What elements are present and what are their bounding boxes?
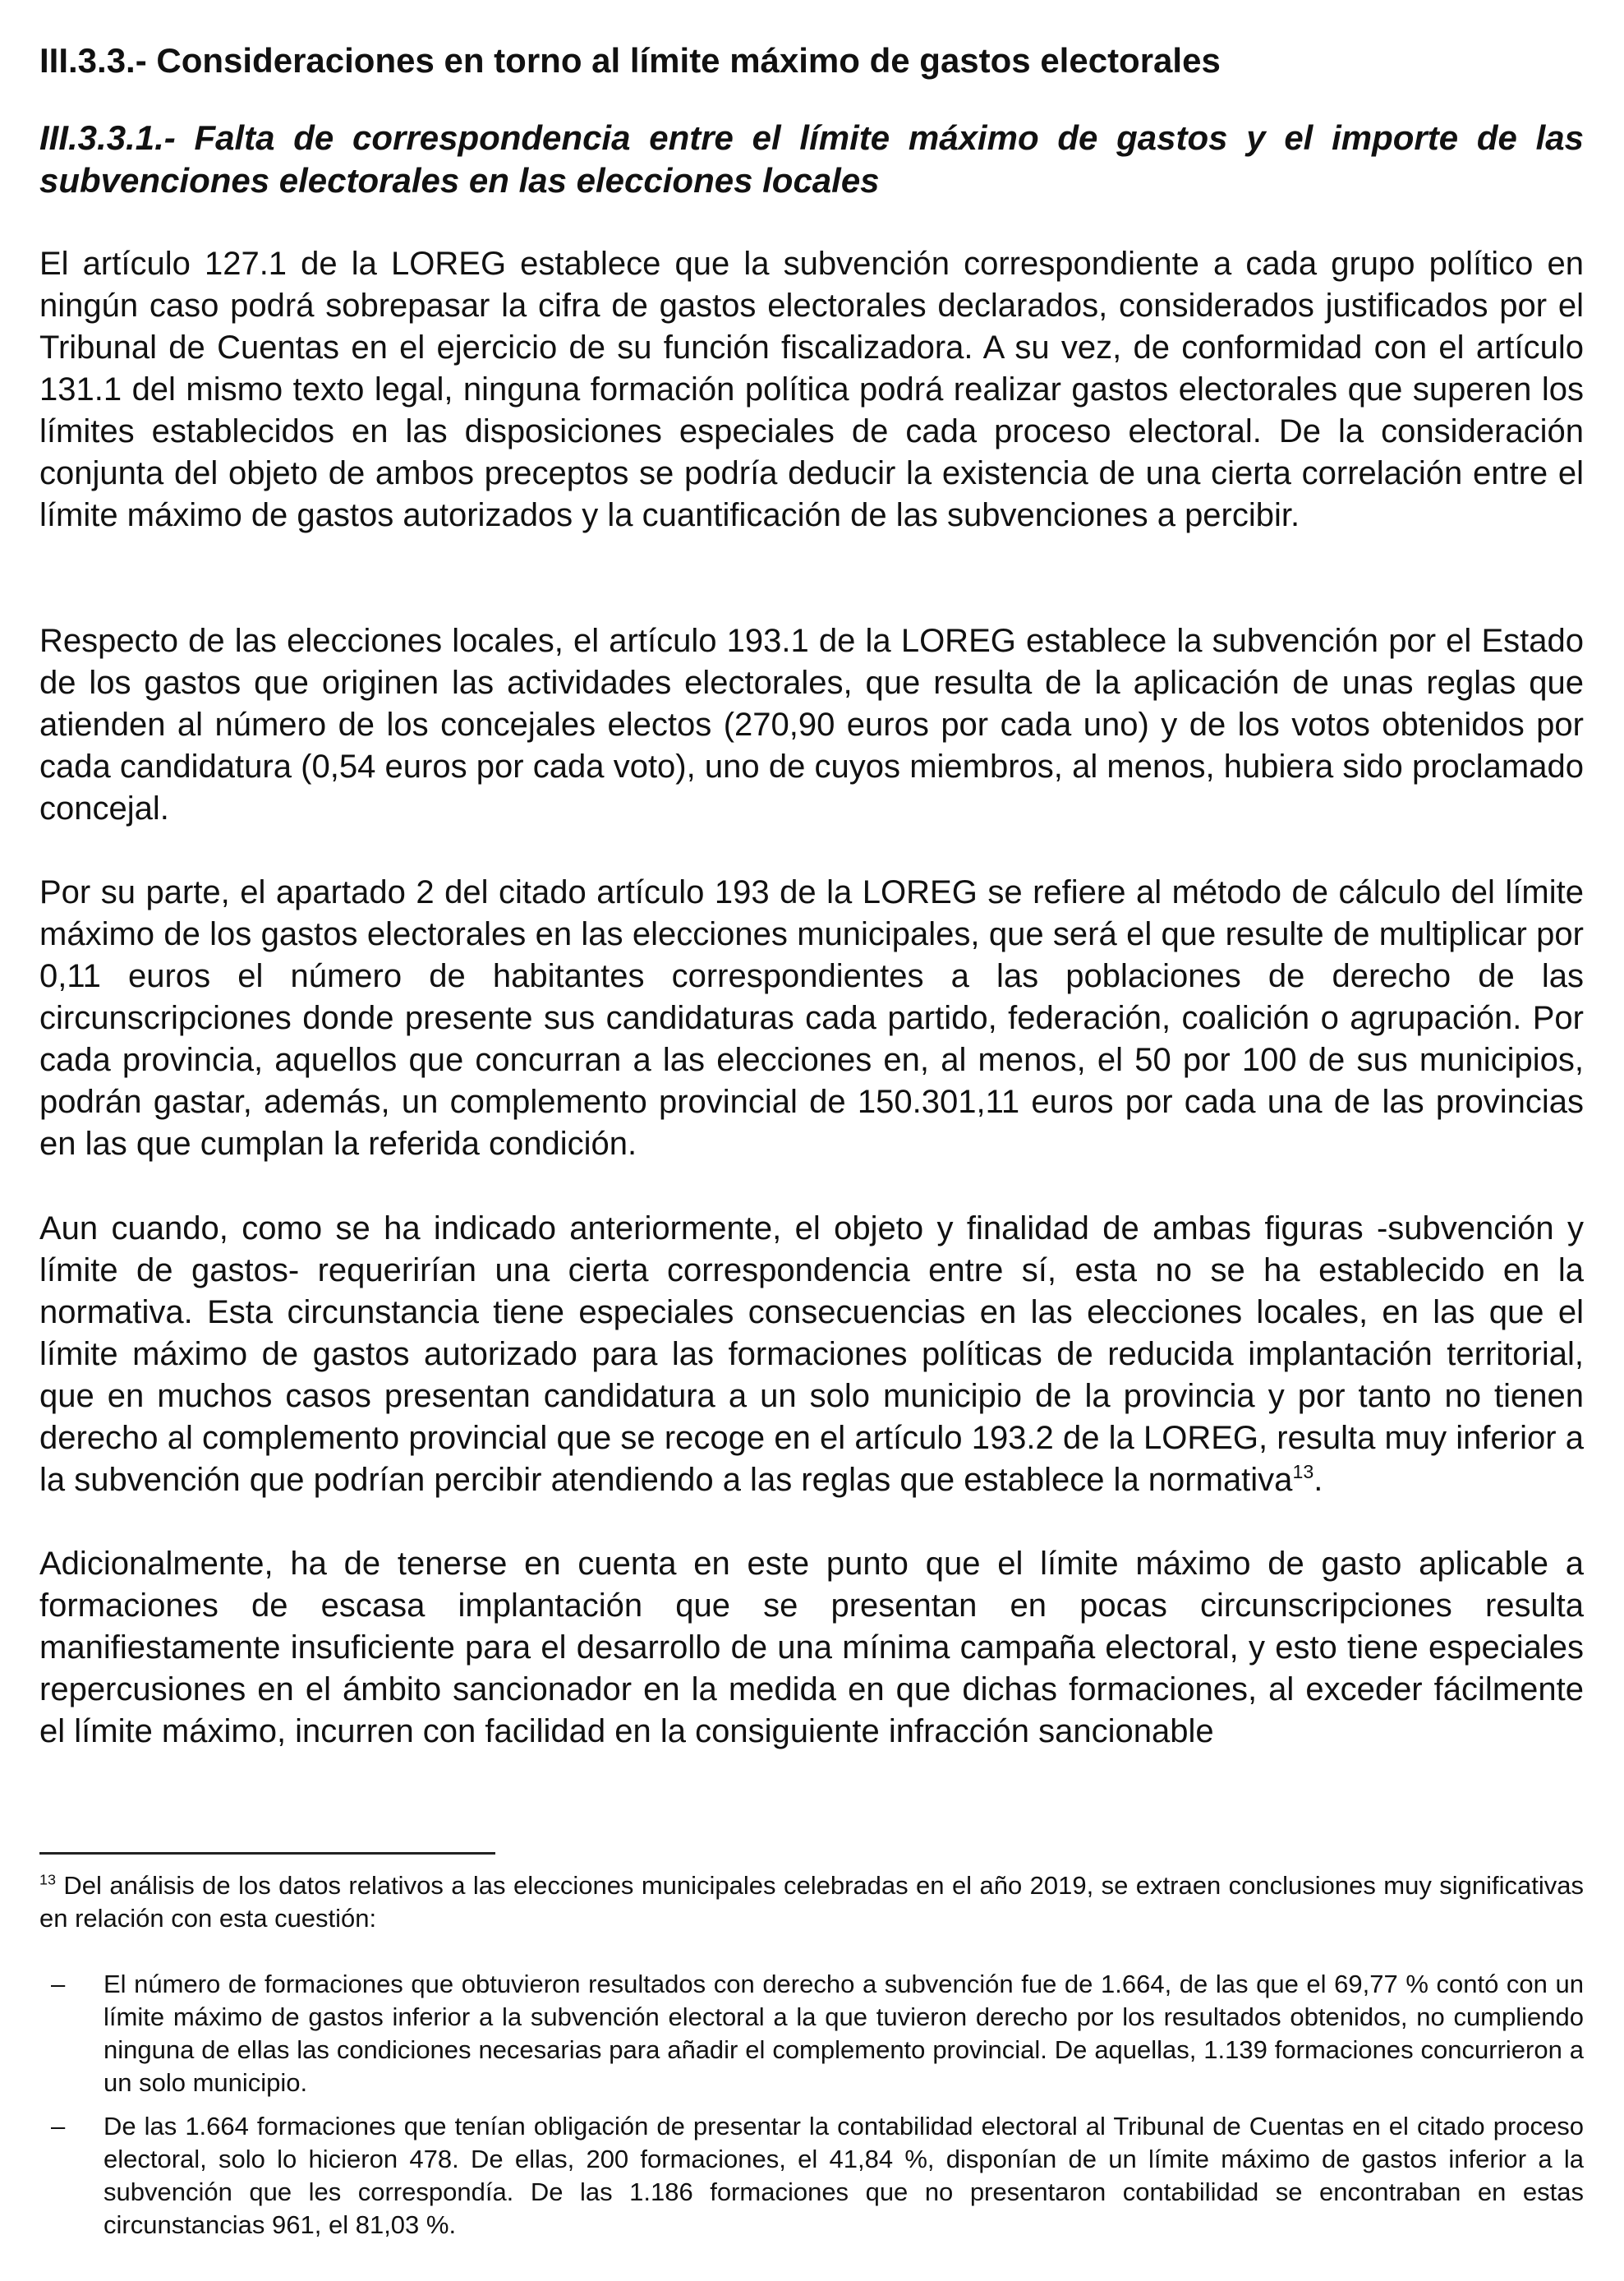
paragraph-2: Respecto de las elecciones locales, el artículo 193.1 de la LOREG establece la subvención por el Estado de los gastos que originen las actividades electorales, que resulta de la aplicación de unas reglas que atienden al número de los concejales electos (270,90 euros por cada uno) y de los votos obtenidos por cada candidatura (0,54 euros por cada voto), uno de cuyos miembros, al menos, hubiera sido proclamado concejal. bbox=[39, 623, 1584, 827]
paragraph-4 bbox=[39, 1208, 1584, 1501]
paragraph-4-text: Aun cuando, como se ha indicado anteriormente, el objeto y finalidad de ambas figuras -subvención y límite de gastos- requerirían una cierta correspondencia entre sí, esta no se ha establecido en la normativa. Esta circunstancia tiene especiales consecuencias en las elecciones locales, en las que el límite máximo de gastos autorizado para las formaciones políticas de reducida implantación territorial, que en muchos casos presentan candidatura a un solo municipio de la provincia y por tanto no tienen derecho al complemento provincial que se recoge en el artículo 193.2 de la LOREG, resulta muy inferior a la subvención que podrían percibir atendiendo a las reglas que establece la normativa bbox=[39, 1210, 1584, 1498]
footnote-number: 13 bbox=[39, 1871, 56, 1888]
paragraph-3: Por su parte, el apartado 2 del citado artículo 193 de la LOREG se refiere al método de cálculo del límite máximo de los gastos electorales en las elecciones municipales, que será el que resulte de multiplicar por 0,11 euros el número de habitantes correspondientes a las poblaciones de derecho de las circunscripciones donde presente sus candidaturas cada partido, federación, coalición o agrupación. Por cada provincia, aquellos que concurran a las elecciones en, al menos, el 50 por 100 de sus municipios, podrán gastar, además, un complemento provincial de 150.301,11 euros por cada una de las provincias en las que cumplan la referida condición. bbox=[39, 874, 1584, 1162]
footnote-separator bbox=[39, 1852, 495, 1855]
paragraph-5: Adicionalmente, ha de tenerse en cuenta en este punto que el límite máximo de gasto aplicable a formaciones de escasa implantación que se presentan en pocas circunscripciones resulta manifiestamente insuficiente para el desarrollo de una mínima campaña electoral, y esto tiene especiales repercusiones en el ámbito sancionador en la medida en que dichas formaciones, al exceder fácilmente el límite máximo, incurren con facilidad en la consiguiente infracción sancionable bbox=[39, 1546, 1584, 1749]
dash-bullet-icon: – bbox=[51, 1970, 66, 1998]
paragraph-1: El artículo 127.1 de la LOREG establece que la subvención correspondiente a cada grupo político en ningún caso podrá sobrepasar la cifra de gastos electorales declarados, considerados justificados por el Tribunal de Cuentas en el ejercicio de su función fiscalizadora. A su vez, de conformidad con el artículo 131.1 del mismo texto legal, ninguna formación política podrá realizar gastos electorales que superen los límites establecidos en las disposiciones especiales de cada proceso electoral. De la consideración conjunta del objeto de ambos preceptos se podría deducir la existencia de una cierta correlación entre el límite máximo de gastos autorizados y la cuantificación de las subvenciones a percibir. bbox=[39, 246, 1584, 533]
footnote-reference[interactable]: 13 bbox=[1292, 1460, 1314, 1482]
footnote-intro: Del análisis de los datos relativos a las elecciones municipales celebradas en el año 2019, se extraen conclusiones muy significativas en relación con esta cuestión: bbox=[39, 1871, 1584, 1933]
footnote-13 bbox=[39, 1869, 1584, 1935]
subsection-heading: III.3.3.1.- Falta de correspondencia entre el límite máximo de gastos y el importe de las subvenciones electorales en las elecciones locales bbox=[39, 118, 1584, 200]
paragraph-4-period: . bbox=[1313, 1462, 1323, 1498]
section-heading: III.3.3.- Consideraciones en torno al límite máximo de gastos electorales bbox=[39, 41, 1221, 80]
footnote-item-2: De las 1.664 formaciones que tenían obligación de presentar la contabilidad electoral al Tribunal de Cuentas en el citado proceso electoral, solo lo hicieron 478. De ellas, 200 formaciones, el 41,84 %, disponían de un límite máximo de gastos inferior a la subvención que les correspondía. De las 1.186 formaciones que no presentaron contabilidad se encontraban en estas circunstancias 961, el 81,03 %. bbox=[104, 2112, 1584, 2239]
dash-bullet-icon: – bbox=[51, 2112, 66, 2140]
footnote-item-1: El número de formaciones que obtuvieron resultados con derecho a subvención fue de 1.664, de las que el 69,77 % contó con un límite máximo de gastos inferior a la subvención electoral a la que tuvieron derecho por los resultados obtenidos, no cumpliendo ninguna de ellas las condiciones necesarias para añadir el complemento provincial. De aquellas, 1.139 formaciones concurrieron a un solo municipio. bbox=[104, 1970, 1584, 2097]
